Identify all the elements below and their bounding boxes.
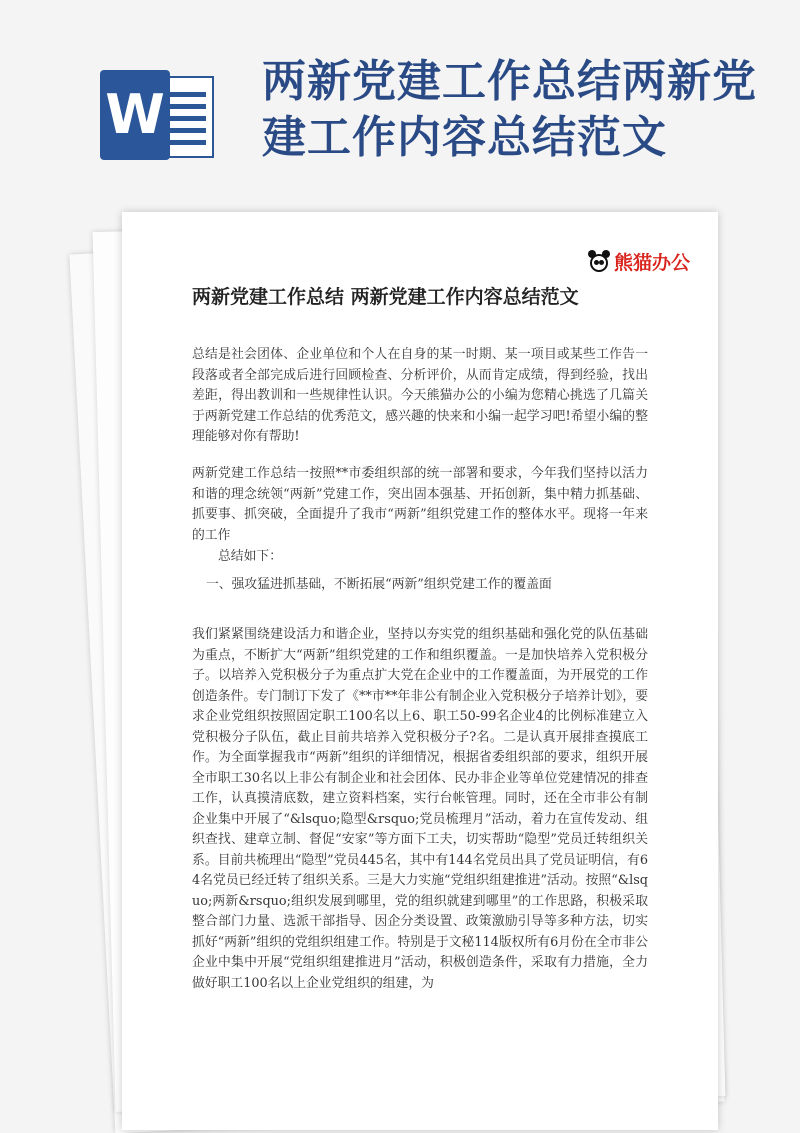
summary-lead: 总结如下： xyxy=(218,549,282,564)
summary-paragraph: 两新党建工作总结一按照**市委组织部的统一部署和要求，今年我们坚持以活力和谐的理念统领“两新”党建工作，突出固本强基、开拓创新，集中精力抓基础、抓要事、抓突破，全面提升了我市“两新”组织党建工作的整体水平。现将一年来的工作 xyxy=(192,466,648,543)
word-document-icon xyxy=(100,70,216,160)
document-page xyxy=(122,212,718,1130)
brand-logo xyxy=(588,248,690,275)
header-banner xyxy=(0,0,800,190)
document-title: 两新党建工作总结 两新党建工作内容总结范文 xyxy=(192,286,579,308)
brand-name: 熊猫办公 xyxy=(613,252,690,274)
intro-paragraph: 总结是社会团体、企业单位和个人在自身的某一时期、某一项目或某些工作告一段落或者全部完成后进行回顾检查、分析评价，从而肯定成绩，得到经验，找出差距，得出教训和一些规律性认识。今天熊猫办公的小编为您精心挑选了几篇关于两新党建工作总结的优秀范文，感兴趣的快来和小编一起学习吧!希望小编的整理能够对你有帮助! xyxy=(192,347,648,444)
section-heading: 一、强攻猛进抓基础，不断拓展“两新”组织党建工作的覆盖面 xyxy=(206,577,552,592)
panda-icon xyxy=(588,250,610,274)
page-title: 两新党建工作总结两新党建工作内容总结范文 xyxy=(262,56,757,163)
body-paragraph: 我们紧紧围绕建设活力和谐企业，坚持以夯实党的组织基础和强化党的队伍基础为重点，不断扩大“两新”组织党建的工作和组织覆盖。一是加快培养入党积极分子。以培养入党积极分子为重点扩大党在企业中的工作覆盖面，为开展党的工作创造条件。专门制订下发了《**市**年非公有制企业入党积极分子培养计划》，要求企业党组织按照固定职工100名以上6、职工50-99名企业4的比例标准建立入党积极分子队伍，截止目前共培养入党积极分子?名。二是认真开展排查摸底工作。为全面掌握我市“两新”组织的详细情况，根据省委组织部的要求，组织开展全市职工30名以上非公有制企业和社会团体、民办非企业等单位党建情况的排查工作，认真摸清底数，建立资料档案，实行台帐管理。同时，还在全市非公有制企业集中开展了“&lsquo;隐型&rsquo;党员梳理月”活动，着力在宣传发动、组织查找、建章立制、督促“安家”等方面下工夫，切实帮助“隐型”党员迁转组织关系。目前共梳理出“隐型”党员445名，其中有144名党员出具了党员证明信，有64名党员已经迁转了组织关系。三是大力实施“党组织组建推进”活动。按照“&lsquo;两新&rsquo;组织发展到哪里，党的组织就建到哪里”的工作思路，积极采取整合部门力量、选派干部指导、因企分类设置、政策激励引导等多种方法，切实抓好“两新”组织的党组织组建工作。特别是于文秘114版权所有6月份在全市非公企业中集中开展“党组织组建推进月”活动，积极创造条件，采取有力措施，全力做好职工100名以上企业党组织的组建，为 xyxy=(192,627,648,991)
word-logo-badge: W xyxy=(100,70,170,160)
